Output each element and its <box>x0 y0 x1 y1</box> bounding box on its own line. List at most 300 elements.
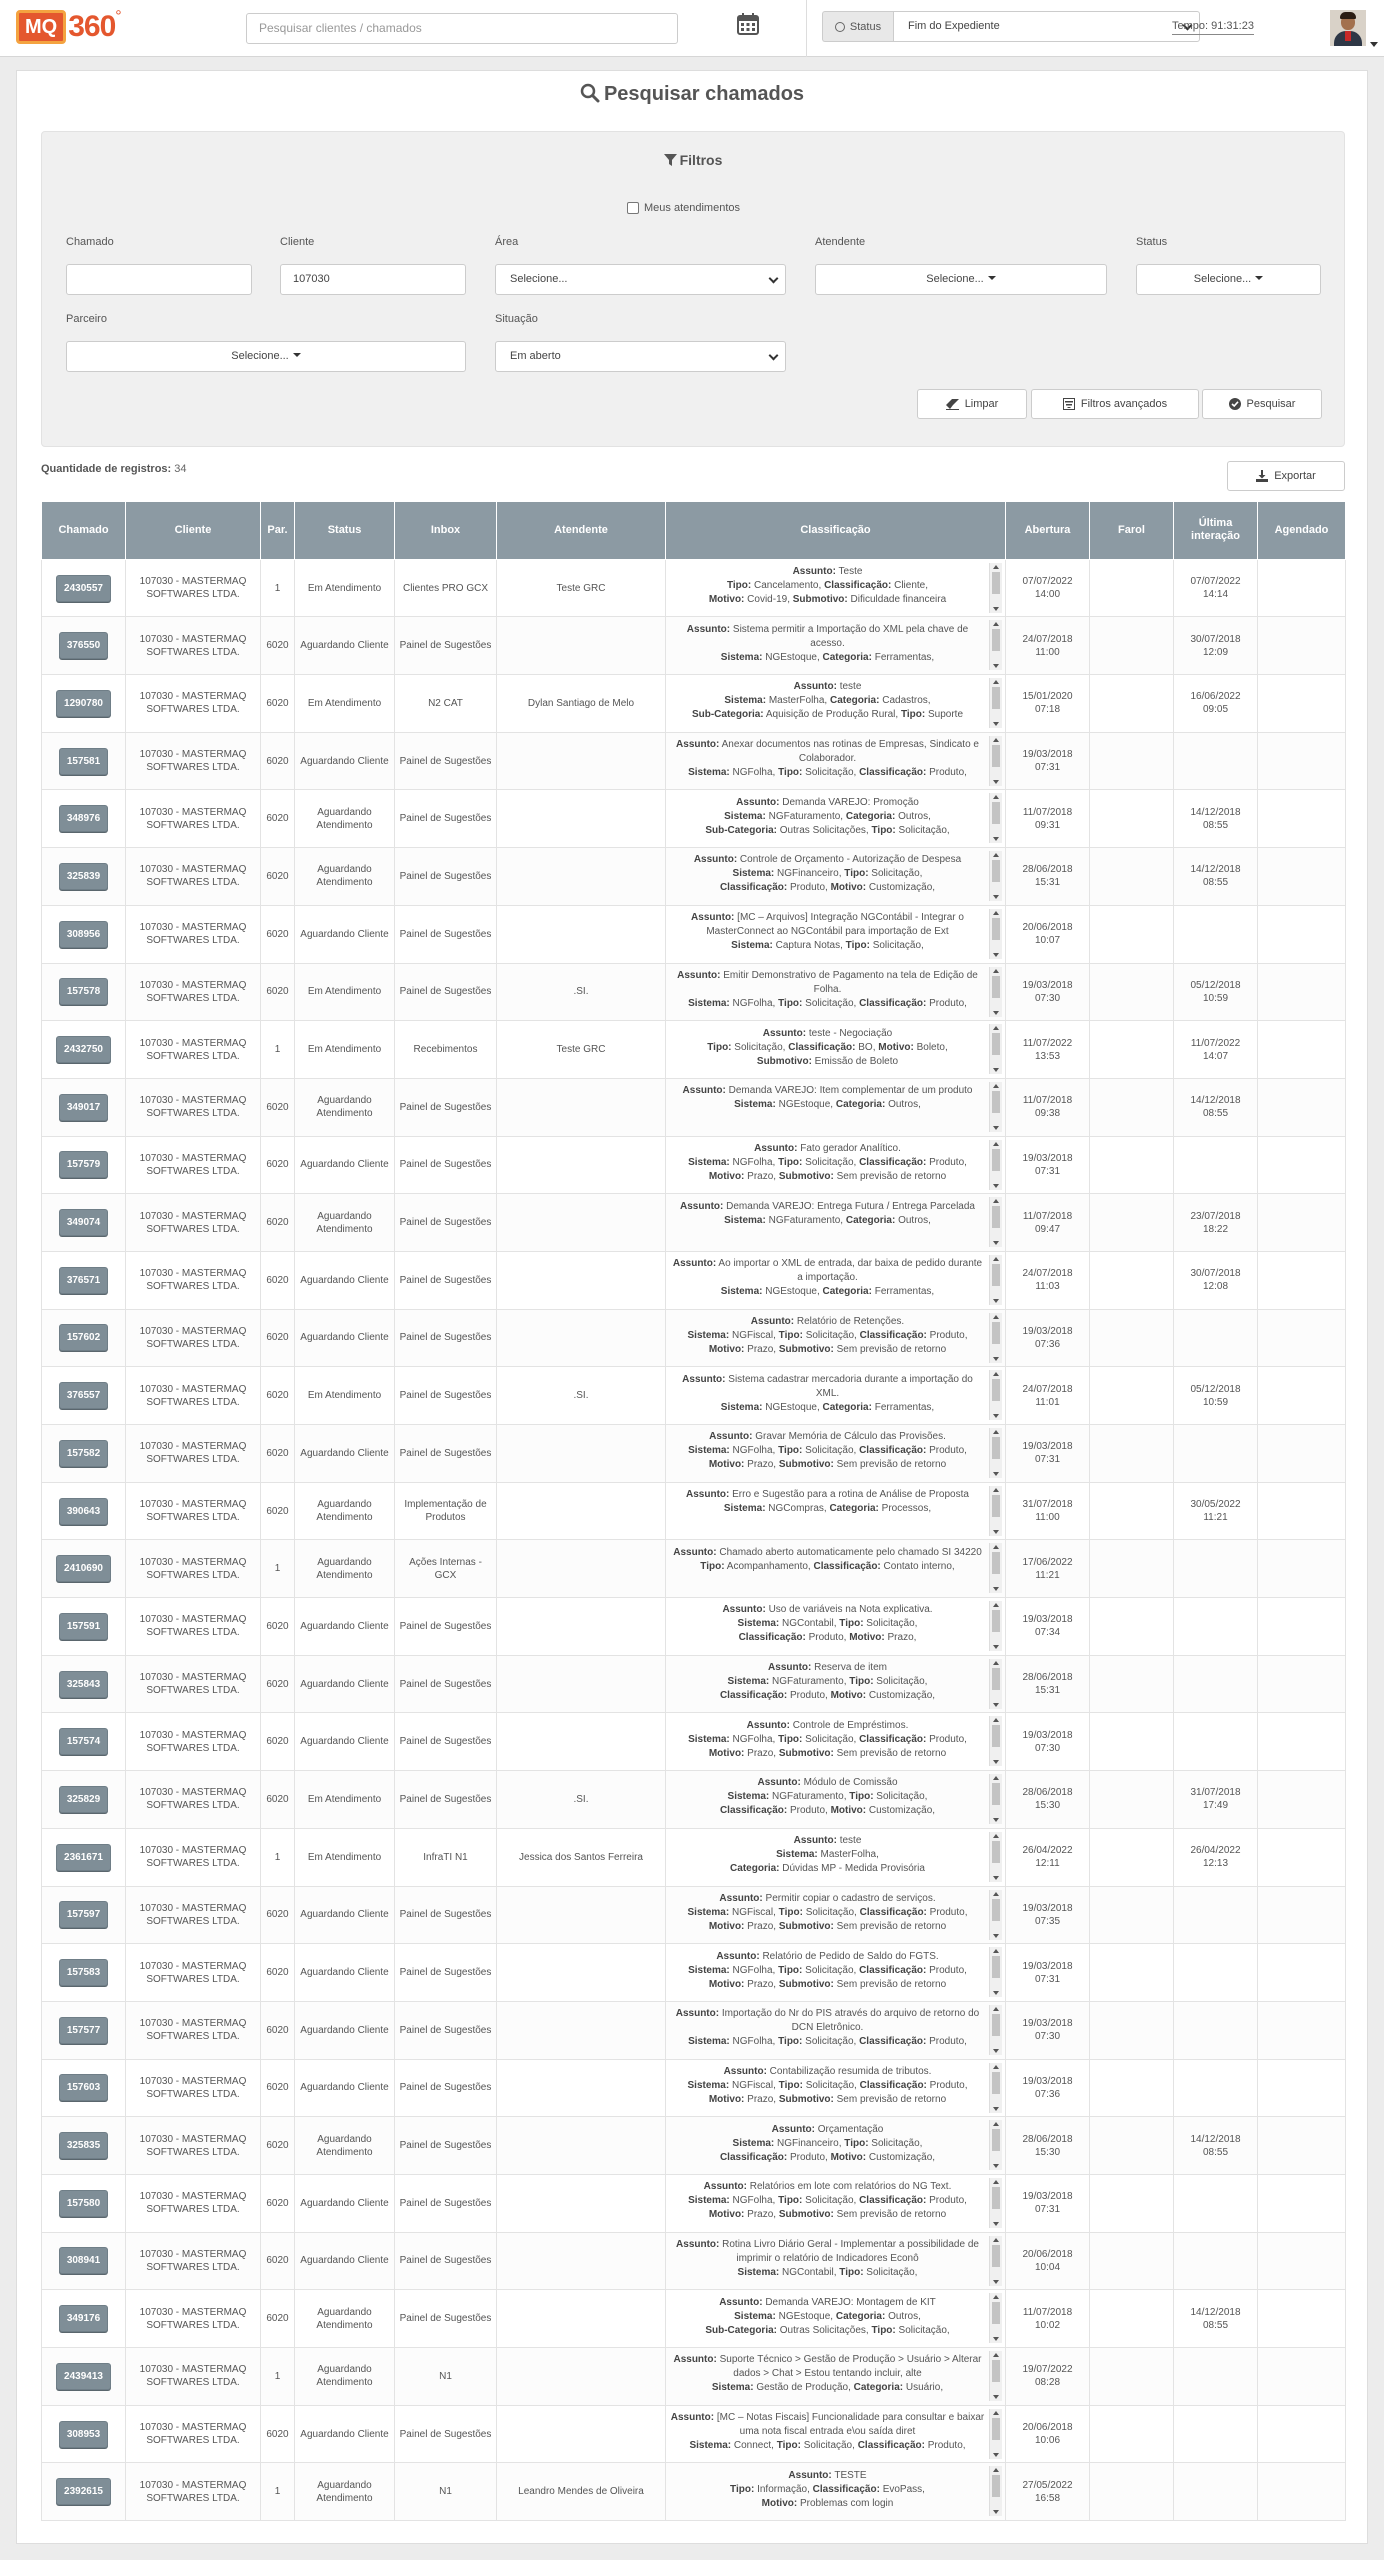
scroll-down-icon[interactable] <box>993 1587 999 1591</box>
table-row[interactable] <box>42 675 1346 733</box>
abertura-cell: 19/03/2018 07:36 <box>1006 1309 1090 1367</box>
scroll-thumb[interactable] <box>992 1206 1000 1228</box>
table-row[interactable] <box>42 559 1346 617</box>
chamado-badge[interactable]: 2361671 <box>56 1844 111 1871</box>
abertura-cell: 07/07/2022 14:00 <box>1006 559 1090 617</box>
scroll-down-icon[interactable] <box>993 1357 999 1361</box>
scroll-thumb[interactable] <box>992 1322 1000 1344</box>
scroll-up-icon[interactable] <box>993 1372 999 1376</box>
scroll-thumb[interactable] <box>992 2014 1000 2036</box>
scroll-up-icon[interactable] <box>993 2122 999 2126</box>
scroll-up-icon[interactable] <box>993 1026 999 1030</box>
calendar-icon[interactable] <box>736 12 760 36</box>
chamado-badge[interactable]: 2430557 <box>56 575 111 602</box>
scroll-down-icon[interactable] <box>993 2510 999 2514</box>
classificacao-text <box>666 1139 1005 1191</box>
pesquisar-button[interactable] <box>1202 389 1322 419</box>
scroll-down-icon[interactable] <box>993 1876 999 1880</box>
scrollbar[interactable] <box>989 1601 1002 1651</box>
status-cell: Em Atendimento <box>295 559 395 617</box>
scroll-down-icon[interactable] <box>993 895 999 899</box>
scrollbar[interactable] <box>989 1890 1002 1940</box>
scrollbar[interactable] <box>989 1486 1002 1536</box>
chamado-badge[interactable]: 390643 <box>59 1498 108 1525</box>
meus-atendimentos-label: Meus atendimentos <box>644 202 740 214</box>
field-value: Solicitação, <box>868 868 923 880</box>
column-header[interactable]: Status <box>295 502 395 560</box>
scroll-thumb[interactable] <box>992 2245 1000 2267</box>
field-value: Teste <box>835 566 863 578</box>
scroll-up-icon[interactable] <box>993 2468 999 2472</box>
checkbox[interactable] <box>627 202 639 214</box>
field-value: NGFaturamento, <box>769 1791 850 1803</box>
scroll-up-icon[interactable] <box>993 1199 999 1203</box>
scrollbar[interactable] <box>989 620 1002 670</box>
chamado-cell <box>42 2290 126 2348</box>
farol-cell <box>1090 2290 1174 2348</box>
table-row[interactable] <box>42 1078 1346 1136</box>
table-row[interactable] <box>42 2059 1346 2117</box>
filtros-avancados-button[interactable] <box>1031 389 1199 419</box>
scrollbar[interactable] <box>989 2466 1002 2516</box>
scroll-up-icon[interactable] <box>993 565 999 569</box>
field-value: Cadastros, <box>879 695 931 707</box>
chamado-badge[interactable]: 308956 <box>59 921 108 948</box>
chamado-badge[interactable]: 325839 <box>59 863 108 890</box>
scroll-up-icon[interactable] <box>993 1430 999 1434</box>
scroll-down-icon[interactable] <box>993 2453 999 2457</box>
scroll-thumb[interactable] <box>992 2302 1000 2324</box>
classificacao-text <box>666 1831 1005 1883</box>
chamado-badge[interactable]: 157581 <box>59 748 108 775</box>
scroll-down-icon[interactable] <box>993 2280 999 2284</box>
scroll-up-icon[interactable] <box>993 1949 999 1953</box>
farol-cell <box>1090 2348 1174 2406</box>
scroll-up-icon[interactable] <box>993 853 999 857</box>
avatar[interactable] <box>1330 10 1366 46</box>
chamado-badge[interactable]: 157579 <box>59 1151 108 1178</box>
scrollbar[interactable] <box>989 1947 1002 1997</box>
limpar-button[interactable] <box>917 389 1027 419</box>
scroll-up-icon[interactable] <box>993 1142 999 1146</box>
scroll-down-icon[interactable] <box>993 1818 999 1822</box>
scroll-down-icon[interactable] <box>993 1645 999 1649</box>
chamado-badge[interactable]: 376571 <box>59 1267 108 1294</box>
scroll-thumb[interactable] <box>992 2187 1000 2209</box>
chamado-badge[interactable]: 349017 <box>59 1094 108 1121</box>
chamado-badge[interactable]: 157578 <box>59 978 108 1005</box>
chamado-badge[interactable]: 157602 <box>59 1324 108 1351</box>
table-body <box>42 559 1346 2520</box>
scroll-down-icon[interactable] <box>993 2049 999 2053</box>
atendente-select[interactable] <box>815 264 1107 295</box>
tempo-timer[interactable]: Tempo: 91:31:23 <box>1172 20 1254 35</box>
classificacao-line <box>670 1631 985 1645</box>
chamado-badge[interactable]: 308953 <box>59 2421 108 2448</box>
scroll-thumb[interactable] <box>992 1725 1000 1747</box>
chamado-badge[interactable]: 2439413 <box>56 2363 111 2390</box>
parceiro-select[interactable] <box>66 341 466 372</box>
scrollbar[interactable] <box>989 1543 1002 1593</box>
scroll-down-icon[interactable] <box>993 664 999 668</box>
scroll-down-icon[interactable] <box>993 1703 999 1707</box>
scroll-thumb[interactable] <box>992 918 1000 940</box>
table-row[interactable] <box>42 1136 1346 1194</box>
table-row[interactable] <box>42 2463 1346 2521</box>
scroll-thumb[interactable] <box>992 1552 1000 1574</box>
farol-cell <box>1090 617 1174 675</box>
scroll-down-icon[interactable] <box>993 1760 999 1764</box>
scroll-down-icon[interactable] <box>993 2222 999 2226</box>
table-row[interactable] <box>42 848 1346 906</box>
chamado-badge[interactable]: 157591 <box>59 1613 108 1640</box>
chamado-badge[interactable]: 157597 <box>59 1901 108 1928</box>
scrollbar[interactable] <box>989 1428 1002 1478</box>
chamado-badge[interactable]: 349074 <box>59 1209 108 1236</box>
scrollbar[interactable] <box>989 1313 1002 1363</box>
scrollbar[interactable] <box>989 678 1002 728</box>
table-row[interactable] <box>42 1655 1346 1713</box>
field-value: Produto, <box>926 1445 967 1457</box>
export-button[interactable] <box>1227 461 1345 491</box>
farol-cell <box>1090 2117 1174 2175</box>
field-key: Tipo: <box>726 580 752 592</box>
classificacao-text <box>666 908 1005 960</box>
column-header[interactable]: Inbox <box>395 502 497 560</box>
chamado-badge[interactable]: 376550 <box>59 632 108 659</box>
classificacao-line <box>670 1964 985 1978</box>
column-header[interactable]: Cliente <box>126 502 261 560</box>
classificacao-line <box>670 1719 985 1733</box>
par-cell: 6020 <box>261 1425 295 1483</box>
field-key: Submotivo: <box>792 594 848 606</box>
field-key: Sistema: <box>688 1445 730 1457</box>
table-row[interactable] <box>42 963 1346 1021</box>
area-select[interactable] <box>495 264 786 295</box>
scroll-up-icon[interactable] <box>993 1257 999 1261</box>
scrollbar[interactable] <box>989 909 1002 959</box>
par-cell: 6020 <box>261 2059 295 2117</box>
scroll-thumb[interactable] <box>992 1033 1000 1055</box>
chamado-badge[interactable]: 157583 <box>59 1959 108 1986</box>
scroll-thumb[interactable] <box>992 2418 1000 2440</box>
scroll-thumb[interactable] <box>992 1610 1000 1632</box>
scroll-down-icon[interactable] <box>993 953 999 957</box>
scroll-down-icon[interactable] <box>993 1299 999 1303</box>
scroll-down-icon[interactable] <box>993 2107 999 2111</box>
scroll-down-icon[interactable] <box>993 1184 999 1188</box>
chamado-badge[interactable]: 348976 <box>59 805 108 832</box>
field-value: Demanda VAREJO: Item complementar de um produto <box>725 1085 973 1097</box>
chamado-badge[interactable]: 157577 <box>59 2017 108 2044</box>
scrollbar[interactable] <box>989 2005 1002 2055</box>
table-row[interactable] <box>42 1251 1346 1309</box>
par-cell: 6020 <box>261 790 295 848</box>
ultima-interacao-cell <box>1174 2405 1258 2463</box>
scroll-thumb[interactable] <box>992 1495 1000 1517</box>
scroll-thumb[interactable] <box>992 1783 1000 1805</box>
ultima-interacao-cell: 14/12/2018 08:55 <box>1174 2117 1258 2175</box>
column-header[interactable]: Classificação <box>666 502 1006 560</box>
scroll-thumb[interactable] <box>992 629 1000 651</box>
status-filter-select[interactable] <box>1136 264 1321 295</box>
chamado-input[interactable] <box>66 264 252 295</box>
eraser-icon <box>946 399 959 410</box>
field-key: Assunto: <box>676 739 720 751</box>
scrollbar[interactable] <box>989 2178 1002 2228</box>
scrollbar[interactable] <box>989 1774 1002 1824</box>
classificacao-line <box>670 680 985 694</box>
situacao-select-value: Em aberto <box>510 350 561 362</box>
table-row[interactable] <box>42 905 1346 963</box>
scrollbar[interactable] <box>989 1370 1002 1420</box>
scroll-thumb[interactable] <box>992 802 1000 824</box>
table-row[interactable] <box>42 2001 1346 2059</box>
scrollbar[interactable] <box>989 1024 1002 1074</box>
cliente-input[interactable]: 107030 <box>280 264 466 295</box>
scroll-down-icon[interactable] <box>993 1068 999 1072</box>
chamado-badge[interactable]: 325843 <box>59 1671 108 1698</box>
field-value: NGFaturamento, <box>769 1676 850 1688</box>
scroll-down-icon[interactable] <box>993 722 999 726</box>
scroll-thumb[interactable] <box>992 572 1000 594</box>
table-row[interactable] <box>42 1944 1346 2002</box>
classificacao-line <box>670 2123 985 2137</box>
scroll-up-icon[interactable] <box>993 1488 999 1492</box>
chamado-cell <box>42 2463 126 2521</box>
scroll-thumb[interactable] <box>992 1264 1000 1286</box>
scroll-up-icon[interactable] <box>993 2411 999 2415</box>
scroll-down-icon[interactable] <box>993 1934 999 1938</box>
scrollbar[interactable] <box>989 1255 1002 1305</box>
scrollbar[interactable] <box>989 793 1002 843</box>
table-row[interactable] <box>42 790 1346 848</box>
column-header[interactable]: Atendente <box>497 502 666 560</box>
scrollbar[interactable] <box>989 1716 1002 1766</box>
scroll-up-icon[interactable] <box>993 622 999 626</box>
column-header[interactable]: Chamado <box>42 502 126 560</box>
table-row[interactable] <box>42 1194 1346 1252</box>
status-select[interactable] <box>893 11 1200 42</box>
column-header[interactable]: Par. <box>261 502 295 560</box>
table-row[interactable] <box>42 1309 1346 1367</box>
chamado-badge[interactable]: 2392615 <box>56 2478 111 2505</box>
table-row[interactable] <box>42 1886 1346 1944</box>
chamado-badge[interactable]: 157603 <box>59 2074 108 2101</box>
chamado-badge[interactable]: 2410690 <box>56 1555 111 1582</box>
search-input[interactable]: Pesquisar clientes / chamados <box>246 13 678 44</box>
classificacao-line <box>670 1603 985 1617</box>
scrollbar[interactable] <box>989 1140 1002 1190</box>
classificacao-text <box>666 2177 1005 2229</box>
column-header[interactable]: Agendado <box>1258 502 1346 560</box>
chamado-badge[interactable]: 2432750 <box>56 1036 111 1063</box>
table-row[interactable] <box>42 1367 1346 1425</box>
field-value: Produto, <box>926 2036 967 2048</box>
scrollbar[interactable] <box>989 851 1002 901</box>
scroll-up-icon[interactable] <box>993 2238 999 2242</box>
scroll-down-icon[interactable] <box>993 1126 999 1130</box>
scroll-up-icon[interactable] <box>993 1545 999 1549</box>
logo[interactable] <box>16 9 122 45</box>
scroll-up-icon[interactable] <box>993 911 999 915</box>
scroll-thumb[interactable] <box>992 2129 1000 2151</box>
scroll-up-icon[interactable] <box>993 2353 999 2357</box>
status-cell: Aguardando Cliente <box>295 1136 395 1194</box>
scrollbar[interactable] <box>989 1659 1002 1709</box>
scrollbar[interactable] <box>989 736 1002 786</box>
scroll-up-icon[interactable] <box>993 2295 999 2299</box>
scroll-down-icon[interactable] <box>993 2164 999 2168</box>
scroll-up-icon[interactable] <box>993 2065 999 2069</box>
field-value: Outros, <box>895 1214 931 1226</box>
situacao-select[interactable] <box>495 341 786 372</box>
scroll-thumb[interactable] <box>992 1899 1000 1921</box>
column-header[interactable]: Farol <box>1090 502 1174 560</box>
field-key: Submotivo: <box>778 1978 834 1990</box>
scroll-down-icon[interactable] <box>993 1530 999 1534</box>
table-row[interactable] <box>42 732 1346 790</box>
scroll-thumb[interactable] <box>992 2072 1000 2094</box>
table-row[interactable] <box>42 2174 1346 2232</box>
table-row[interactable] <box>42 1828 1346 1886</box>
scrollbar[interactable] <box>989 2293 1002 2343</box>
scroll-down-icon[interactable] <box>993 1241 999 1245</box>
chamado-badge[interactable]: 376557 <box>59 1382 108 1409</box>
scroll-thumb[interactable] <box>992 687 1000 709</box>
chamado-badge[interactable]: 325829 <box>59 1786 108 1813</box>
scroll-down-icon[interactable] <box>993 2395 999 2399</box>
scroll-thumb[interactable] <box>992 1841 1000 1863</box>
table-row[interactable] <box>42 2232 1346 2290</box>
column-header[interactable]: Última interação <box>1174 502 1258 560</box>
table-row[interactable] <box>42 1021 1346 1079</box>
chamado-cell <box>42 1021 126 1079</box>
chamado-badge[interactable]: 157582 <box>59 1440 108 1467</box>
scrollbar[interactable] <box>989 563 1002 613</box>
scroll-thumb[interactable] <box>992 1437 1000 1459</box>
scroll-up-icon[interactable] <box>993 1776 999 1780</box>
scroll-thumb[interactable] <box>992 976 1000 998</box>
scroll-down-icon[interactable] <box>993 1414 999 1418</box>
scroll-up-icon[interactable] <box>993 680 999 684</box>
scroll-up-icon[interactable] <box>993 1084 999 1088</box>
scrollbar[interactable] <box>989 2236 1002 2286</box>
scroll-thumb[interactable] <box>992 2360 1000 2382</box>
field-key: Motivo: <box>830 1690 867 1702</box>
classificacao-text <box>666 1370 1005 1422</box>
table-row[interactable] <box>42 2290 1346 2348</box>
scrollbar[interactable] <box>989 2120 1002 2170</box>
table-row[interactable] <box>42 2405 1346 2463</box>
table-row[interactable] <box>42 617 1346 675</box>
scroll-thumb[interactable] <box>992 1379 1000 1401</box>
field-value: Processos, <box>878 1503 932 1515</box>
scroll-thumb[interactable] <box>992 860 1000 882</box>
scroll-thumb[interactable] <box>992 1149 1000 1171</box>
chamado-badge[interactable]: 157580 <box>59 2190 108 2217</box>
scroll-down-icon[interactable] <box>993 2337 999 2341</box>
scroll-up-icon[interactable] <box>993 1834 999 1838</box>
scroll-up-icon[interactable] <box>993 1315 999 1319</box>
scroll-thumb[interactable] <box>992 2475 1000 2497</box>
scroll-down-icon[interactable] <box>993 1011 999 1015</box>
scroll-up-icon[interactable] <box>993 1661 999 1665</box>
scrollbar[interactable] <box>989 967 1002 1017</box>
scroll-up-icon[interactable] <box>993 795 999 799</box>
farol-cell <box>1090 2405 1174 2463</box>
table-row[interactable] <box>42 2348 1346 2406</box>
field-key: Categoria: <box>845 810 896 822</box>
table-row[interactable] <box>42 1482 1346 1540</box>
scroll-down-icon[interactable] <box>993 607 999 611</box>
table-row[interactable] <box>42 1425 1346 1483</box>
scroll-up-icon[interactable] <box>993 738 999 742</box>
scroll-up-icon[interactable] <box>993 2007 999 2011</box>
field-value: Solicitação, <box>802 1445 860 1457</box>
scrollbar[interactable] <box>989 1832 1002 1882</box>
field-key: Tipo: <box>849 1791 874 1803</box>
classificacao-line <box>670 1906 985 1920</box>
scroll-down-icon[interactable] <box>993 1472 999 1476</box>
classificacao-line <box>670 1401 985 1415</box>
scroll-thumb[interactable] <box>992 1956 1000 1978</box>
table-row[interactable] <box>42 1540 1346 1598</box>
scroll-down-icon[interactable] <box>993 837 999 841</box>
chamado-cell <box>42 2174 126 2232</box>
table-row[interactable] <box>42 1713 1346 1771</box>
scrollbar[interactable] <box>989 1082 1002 1132</box>
classificacao-cell <box>666 963 1006 1021</box>
table-row[interactable] <box>42 1598 1346 1656</box>
atendente-cell <box>497 1251 666 1309</box>
table-row[interactable] <box>42 1771 1346 1829</box>
scroll-up-icon[interactable] <box>993 2180 999 2184</box>
table-row[interactable] <box>42 2117 1346 2175</box>
status-filter-value: Selecione... <box>1193 273 1252 285</box>
scrollbar[interactable] <box>989 1197 1002 1247</box>
chamado-badge[interactable]: 349176 <box>59 2305 108 2332</box>
chamado-badge[interactable]: 308941 <box>59 2247 108 2274</box>
caret-down-icon <box>293 353 301 357</box>
field-key: Submotivo: <box>756 1055 812 1067</box>
scrollbar[interactable] <box>989 2063 1002 2113</box>
scroll-down-icon[interactable] <box>993 780 999 784</box>
scroll-down-icon[interactable] <box>993 1991 999 1995</box>
chamado-badge[interactable]: 157574 <box>59 1728 108 1755</box>
chevron-down-icon <box>769 351 779 361</box>
ultima-interacao-cell: 05/12/2018 10:59 <box>1174 1367 1258 1425</box>
avatar-caret-icon[interactable] <box>1370 42 1378 47</box>
scroll-up-icon[interactable] <box>993 1718 999 1722</box>
classificacao-cell <box>666 905 1006 963</box>
scroll-up-icon[interactable] <box>993 969 999 973</box>
scrollbar[interactable] <box>989 2409 1002 2459</box>
classificacao-line <box>670 1848 985 1862</box>
scroll-thumb[interactable] <box>992 1668 1000 1690</box>
scroll-up-icon[interactable] <box>993 1892 999 1896</box>
scroll-thumb[interactable] <box>992 1091 1000 1113</box>
scrollbar[interactable] <box>989 2351 1002 2401</box>
meus-atendimentos-checkbox[interactable] <box>627 202 740 214</box>
column-header[interactable]: Abertura <box>1006 502 1090 560</box>
scroll-up-icon[interactable] <box>993 1603 999 1607</box>
chamado-badge[interactable]: 1290780 <box>56 690 111 717</box>
chamado-badge[interactable]: 325835 <box>59 2132 108 2159</box>
field-value: Controle de Orçamento - Autorização de Despesa <box>737 854 962 866</box>
scroll-thumb[interactable] <box>992 745 1000 767</box>
abertura-cell: 31/07/2018 11:00 <box>1006 1482 1090 1540</box>
